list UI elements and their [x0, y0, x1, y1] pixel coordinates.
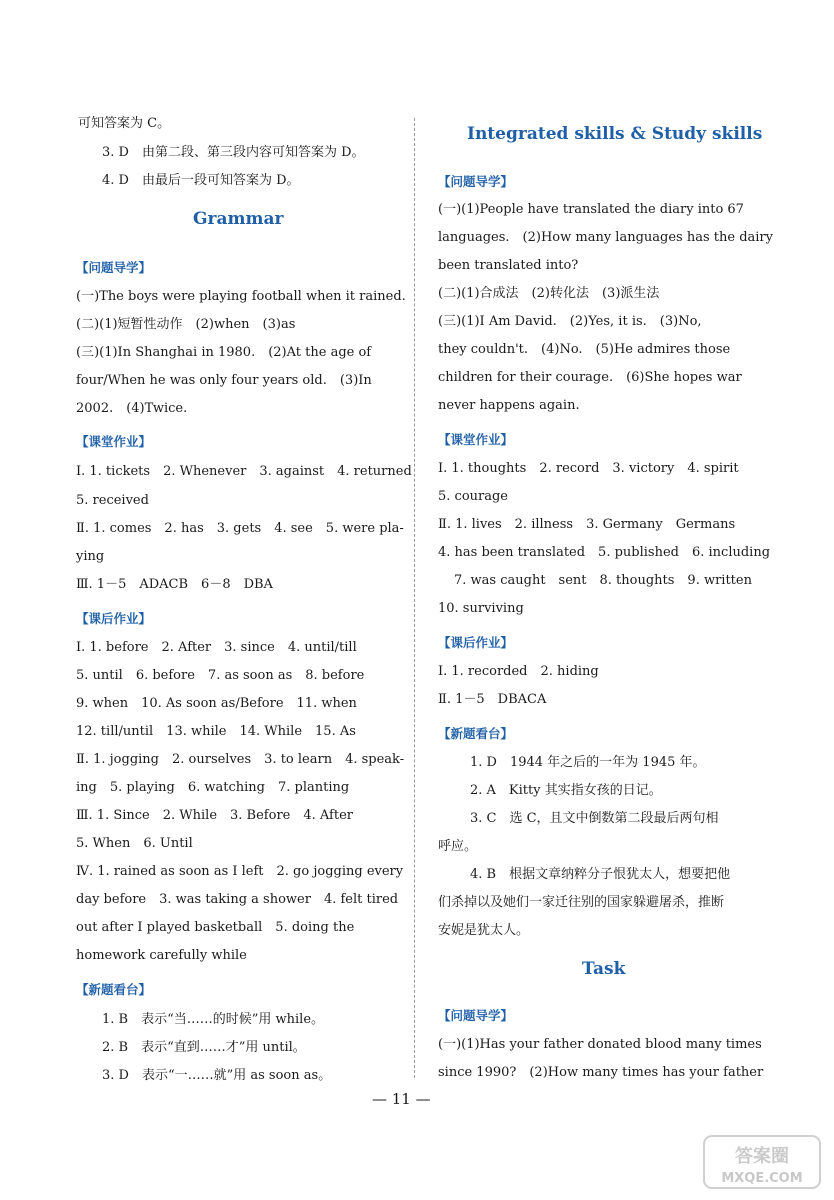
text-line: 1. B 表示“当……的时候”用 while。 — [102, 1012, 325, 1027]
text-line: Ⅲ. 1. Since 2. While 3. Before 4. After — [76, 808, 353, 823]
text-line: homework carefully while — [76, 948, 247, 963]
text-line: Ⅳ. 1. rained as soon as I left 2. go jogging every — [76, 864, 404, 879]
text-line: 4. has been translated 5. published 6. including — [438, 545, 771, 560]
text-line: they couldn't. (4)No. (5)He admires those — [438, 342, 731, 357]
text-line: Ⅲ. 1－5 ADACB 6－8 DBA — [76, 577, 273, 592]
text-line: (二)(1)合成法 (2)转化法 (3)派生法 — [438, 286, 660, 301]
text-line: 们杀掉以及她们一家迁往别的国家躲避屠杀，推断 — [438, 895, 725, 910]
text-line: Ⅱ. 1－5 DBACA — [438, 692, 547, 707]
text-line: 5. received — [76, 493, 149, 508]
text-line: (三)(1)I Am David. (2)Yes, it is. (3)No, — [438, 314, 702, 329]
text-line: day before 3. was taking a shower 4. felt tired — [76, 892, 399, 907]
text-line: 9. when 10. As soon as/Before 11. when — [76, 696, 357, 711]
text-line: Ⅰ. 1. before 2. After 3. since 4. until/till — [76, 640, 357, 655]
text-line: (三)(1)In Shanghai in 1980. (2)At the age of — [76, 345, 372, 360]
text-line: four/When he was only four years old. (3)In — [76, 373, 372, 388]
text-line: (一)The boys were playing football when it rained. — [76, 289, 406, 304]
column-divider — [414, 118, 415, 1078]
text-line: Ⅰ. 1. recorded 2. hiding — [438, 664, 599, 679]
text-line: (二)(1)短暂性动作 (2)when (3)as — [76, 317, 296, 332]
text-line: children for their courage. (6)She hopes war — [438, 370, 742, 385]
text-line: 3. D 表示“一……就”用 as soon as。 — [102, 1068, 332, 1083]
text-line: 可知答案为 C。 — [78, 116, 171, 131]
text-line: (一)(1)People have translated the diary into 67 — [438, 202, 744, 217]
text-line: 7. was caught sent 8. thoughts 9. written — [454, 573, 752, 588]
text-line: since 1990? (2)How many times has your father — [438, 1065, 764, 1080]
text-line: 5. courage — [438, 489, 508, 504]
text-line: been translated into? — [438, 258, 579, 273]
text-line: ying — [76, 549, 105, 564]
text-line: 3. C 选 C，且文中倒数第二段最后两句相 — [470, 811, 719, 826]
svg-text:答案圈: 答案圈 — [735, 1146, 789, 1167]
section-label: 【课后作业】 — [76, 611, 152, 626]
svg-text:MXQE.COM: MXQE.COM — [721, 1171, 803, 1186]
text-line: 5. When 6. Until — [76, 836, 193, 851]
text-line: 1. D 1944 年之后的一年为 1945 年。 — [470, 755, 706, 770]
text-line: Ⅱ. 1. jogging 2. ourselves 3. to learn 4. speak- — [76, 752, 405, 767]
text-line: ing 5. playing 6. watching 7. planting — [76, 780, 350, 795]
text-line: (一)(1)Has your father donated blood many times — [438, 1037, 762, 1052]
text-line: 3. D 由第二段、第三段内容可知答案为 D。 — [102, 145, 365, 160]
text-line: 2. A Kitty 其实指女孩的日记。 — [470, 783, 662, 798]
text-line: 4. B 根据文章纳粹分子恨犹太人，想要把他 — [470, 867, 731, 882]
text-line: 安妮是犹太人。 — [438, 923, 530, 938]
text-line: Ⅰ. 1. tickets 2. Whenever 3. against 4. returned — [76, 464, 412, 479]
text-line: 10. surviving — [438, 601, 524, 616]
section-label: 【问题导学】 — [438, 174, 514, 189]
section-label: 【问题导学】 — [438, 1008, 514, 1023]
text-line: never happens again. — [438, 398, 580, 413]
text-line: 2. B 表示“直到……才”用 until。 — [102, 1040, 306, 1055]
site-watermark-logo — [702, 1132, 822, 1192]
text-line: 2002. (4)Twice. — [76, 401, 188, 416]
section-title-task: Task — [582, 959, 626, 979]
text-line: 5. until 6. before 7. as soon as 8. before — [76, 668, 365, 683]
text-line: Ⅰ. 1. thoughts 2. record 3. victory 4. spirit — [438, 461, 739, 476]
text-line: Ⅱ. 1. lives 2. illness 3. Germany Germans — [438, 517, 736, 532]
section-label: 【新题看台】 — [76, 982, 152, 997]
section-title-integrated-skills: Integrated skills & Study skills — [467, 124, 763, 144]
section-title-grammar: Grammar — [193, 209, 284, 229]
text-line: 4. D 由最后一段可知答案为 D。 — [102, 173, 300, 188]
section-label: 【课后作业】 — [438, 635, 514, 650]
text-line: languages. (2)How many languages has the dairy — [438, 230, 773, 245]
section-label: 【问题导学】 — [76, 260, 152, 275]
section-label: 【课堂作业】 — [76, 434, 152, 449]
section-label: 【课堂作业】 — [438, 432, 514, 447]
text-line: out after I played basketball 5. doing the — [76, 920, 355, 935]
page-number: — 11 — — [372, 1090, 431, 1108]
section-label: 【新题看台】 — [438, 726, 514, 741]
text-line: 12. till/until 13. while 14. While 15. As — [76, 724, 356, 739]
text-line: 呼应。 — [438, 839, 478, 854]
text-line: Ⅱ. 1. comes 2. has 3. gets 4. see 5. were pla- — [76, 521, 404, 536]
